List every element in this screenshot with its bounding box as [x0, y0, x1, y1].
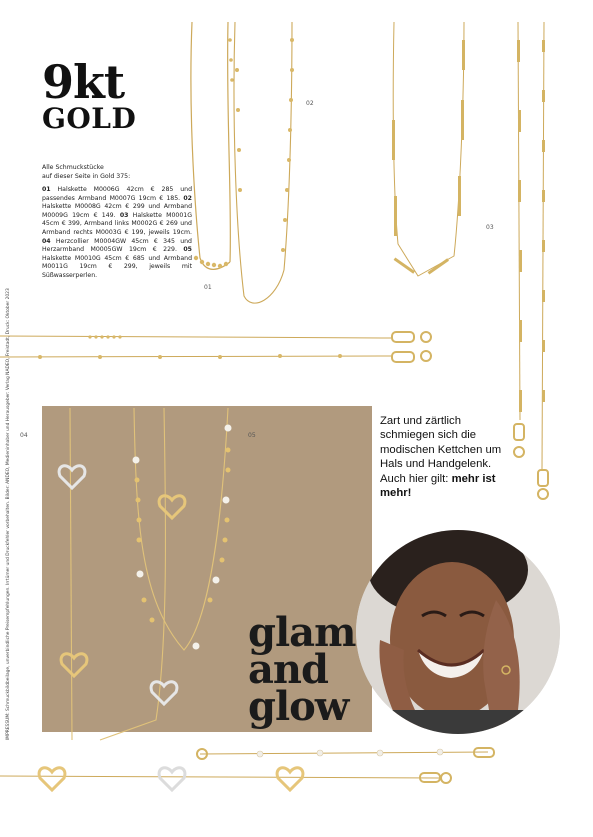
item-label-02: 02 [306, 100, 314, 107]
headline [248, 609, 356, 730]
item-label-04: 04 [20, 432, 28, 439]
item-label-03: 03 [486, 224, 494, 231]
product-description: Halskette M0001G 45cm € 399, Armband links M0002G € 269 und Armband rechts M0003G € 199, jeweils 19cm. [42, 211, 193, 236]
imprint-vertical [6, 288, 14, 740]
product-number: 01 [42, 186, 51, 193]
karat-title: 9kt [42, 55, 125, 109]
metal-title: GOLD [42, 102, 137, 135]
pull-quote [380, 414, 510, 500]
headline-line-3: glow [248, 683, 349, 730]
headline-line-1: glam [248, 609, 356, 656]
imprint-text: IMPRESSUM: Schmuckbildbeilage, unverbindliche Preisempfehlungen. Irrtümer und Druckfehler vorbehalten. Bilder: ANDEO, Medieninhaber und Herausgeber: Verlag NADEO, Freistadt, Druck: Oktober 2023 [6, 288, 11, 740]
product-description: Halskette M0006G 42cm € 285 und passendes Armband M0007G 19cm € 185. [42, 186, 192, 202]
product-description: Herzcollier M0004GW 45cm € 345 und Herzarmband M0005GW 19cm € 229. [42, 237, 192, 254]
product-list [42, 186, 192, 281]
product-number: 04 [42, 237, 51, 245]
product-description: Halskette M0008G 42cm € 299 und Armband M0009G 19cm € 149. [42, 203, 192, 219]
pearl-bracelet-05 [200, 752, 488, 754]
intro-line-1: Alle Schmuckstücke [42, 164, 104, 171]
item-label-05: 05 [248, 432, 256, 439]
product-number: 03 [119, 211, 129, 219]
headline-line-2: and [248, 646, 328, 693]
product-number: 02 [183, 194, 192, 202]
intro-text [42, 164, 192, 181]
quote-emphasis: mehr ist mehr! [380, 472, 496, 500]
product-description: Halskette M0010G 45cm € 685 und Armband M0011G 19cm € 299, jeweils mit Süßwasserperlen. [42, 254, 192, 279]
heart-bracelet-charms [39, 768, 303, 790]
intro-line-2: auf dieser Seite in Gold 375: [42, 172, 131, 180]
product-number: 05 [183, 246, 192, 254]
quote-text: Zart und zärtlich schmiegen sich die modischen Kettchen um Hals und Handgelenk. Auch hier gilt: [380, 415, 502, 485]
item-label-01: 01 [204, 284, 212, 291]
